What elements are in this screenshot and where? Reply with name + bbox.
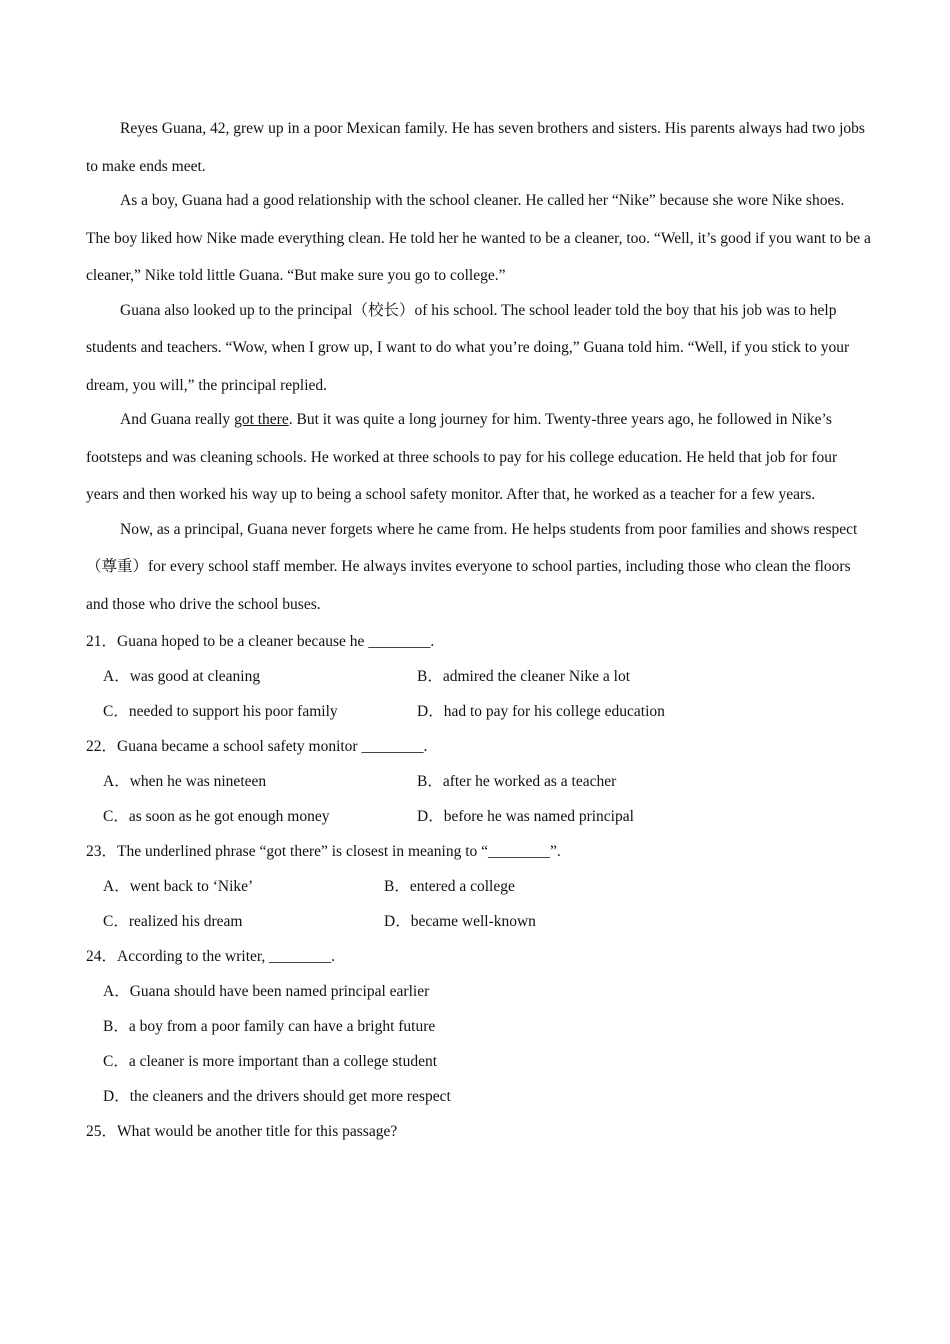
questions-section	[86, 624, 871, 1149]
question-22-options-row-1	[86, 764, 871, 799]
question-23-stem: 23．The underlined phrase “got there” is closest in meaning to “________”.	[86, 843, 561, 860]
question-23-option-a[interactable]: A．went back to ‘Nike’	[103, 878, 254, 895]
passage-paragraph-5: Now, as a principal, Guana never forgets where he came from. He helps students from poor families and shows respect（尊重）for every school staff member. He always invites everyone to school parties, including those who clean the floors and those who drive the school buses.	[86, 520, 858, 613]
question-22-stem: 22．Guana became a school safety monitor ________.	[86, 738, 428, 755]
question-24-option-c[interactable]: C．a cleaner is more important than a college student	[103, 1053, 437, 1070]
question-24-stem: 24．According to the writer, ________.	[86, 948, 336, 965]
document-page	[86, 110, 871, 1149]
question-21-options-row-2	[86, 694, 871, 729]
question-23-option-b[interactable]: B．entered a college	[384, 878, 515, 895]
question-22-option-c[interactable]: C．as soon as he got enough money	[103, 808, 330, 825]
question-24-option-a[interactable]: A．Guana should have been named principal earlier	[103, 983, 430, 1000]
question-23-options-row-1	[86, 869, 871, 904]
question-22-option-a[interactable]: A．when he was nineteen	[103, 773, 267, 790]
question-24-option-d[interactable]: D．the cleaners and the drivers should get more respect	[103, 1088, 451, 1105]
passage-paragraph-2: As a boy, Guana had a good relationship with the school cleaner. He called her “Nike” because she wore Nike shoes. The boy liked how Nike made everything clean. He told her he wanted to be a cleaner, too. “Well, it’s good if you want to be a cleaner,” Nike told little Guana. “But make sure you go to college.”	[86, 192, 871, 284]
question-23-option-c[interactable]: C．realized his dream	[103, 913, 243, 930]
question-22-option-b[interactable]: B．after he worked as a teacher	[417, 773, 617, 790]
question-21-option-d[interactable]: D．had to pay for his college education	[417, 703, 665, 720]
passage-paragraph-1: Reyes Guana, 42, grew up in a poor Mexican family. He has seven brothers and sisters. His parents always had two jobs to make ends meet.	[86, 120, 865, 175]
question-23-options-row-2	[86, 904, 871, 939]
paragraph-4-rest: . But it was quite a long journey for him. Twenty-three years ago, he followed in Nike’s footsteps and was cleaning schools. He worked at three schools to pay for his college education. He held that job for four years and then worked his way up to being a school safety monitor. After that, he worked as a teacher for a few years.	[86, 411, 838, 503]
question-21-option-a[interactable]: A．was good at cleaning	[103, 668, 261, 685]
question-24-option-b[interactable]: B．a boy from a poor family can have a bright future	[103, 1018, 436, 1035]
underlined-phrase: got there	[234, 411, 289, 428]
question-21-stem: 21．Guana hoped to be a cleaner because he ________.	[86, 633, 435, 650]
paragraph-4-start: And Guana really	[120, 411, 235, 428]
question-21-option-c[interactable]: C．needed to support his poor family	[103, 703, 338, 720]
passage-paragraph-4	[86, 401, 871, 514]
question-25-stem: 25．What would be another title for this passage?	[86, 1123, 398, 1140]
question-22-option-d[interactable]: D．before he was named principal	[417, 808, 634, 825]
question-23-option-d[interactable]: D．became well-known	[384, 913, 536, 930]
question-21-options-row-1	[86, 659, 871, 694]
question-21-option-b[interactable]: B．admired the cleaner Nike a lot	[417, 668, 631, 685]
passage-paragraph-3: Guana also looked up to the principal（校长）of his school. The school leader told the boy that his job was to help students and teachers. “Wow, when I grow up, I want to do what you’re doing,” Guana told him. “Well, if you stick to your dream, you will,” the principal replied.	[86, 301, 850, 394]
question-22-options-row-2	[86, 799, 871, 834]
